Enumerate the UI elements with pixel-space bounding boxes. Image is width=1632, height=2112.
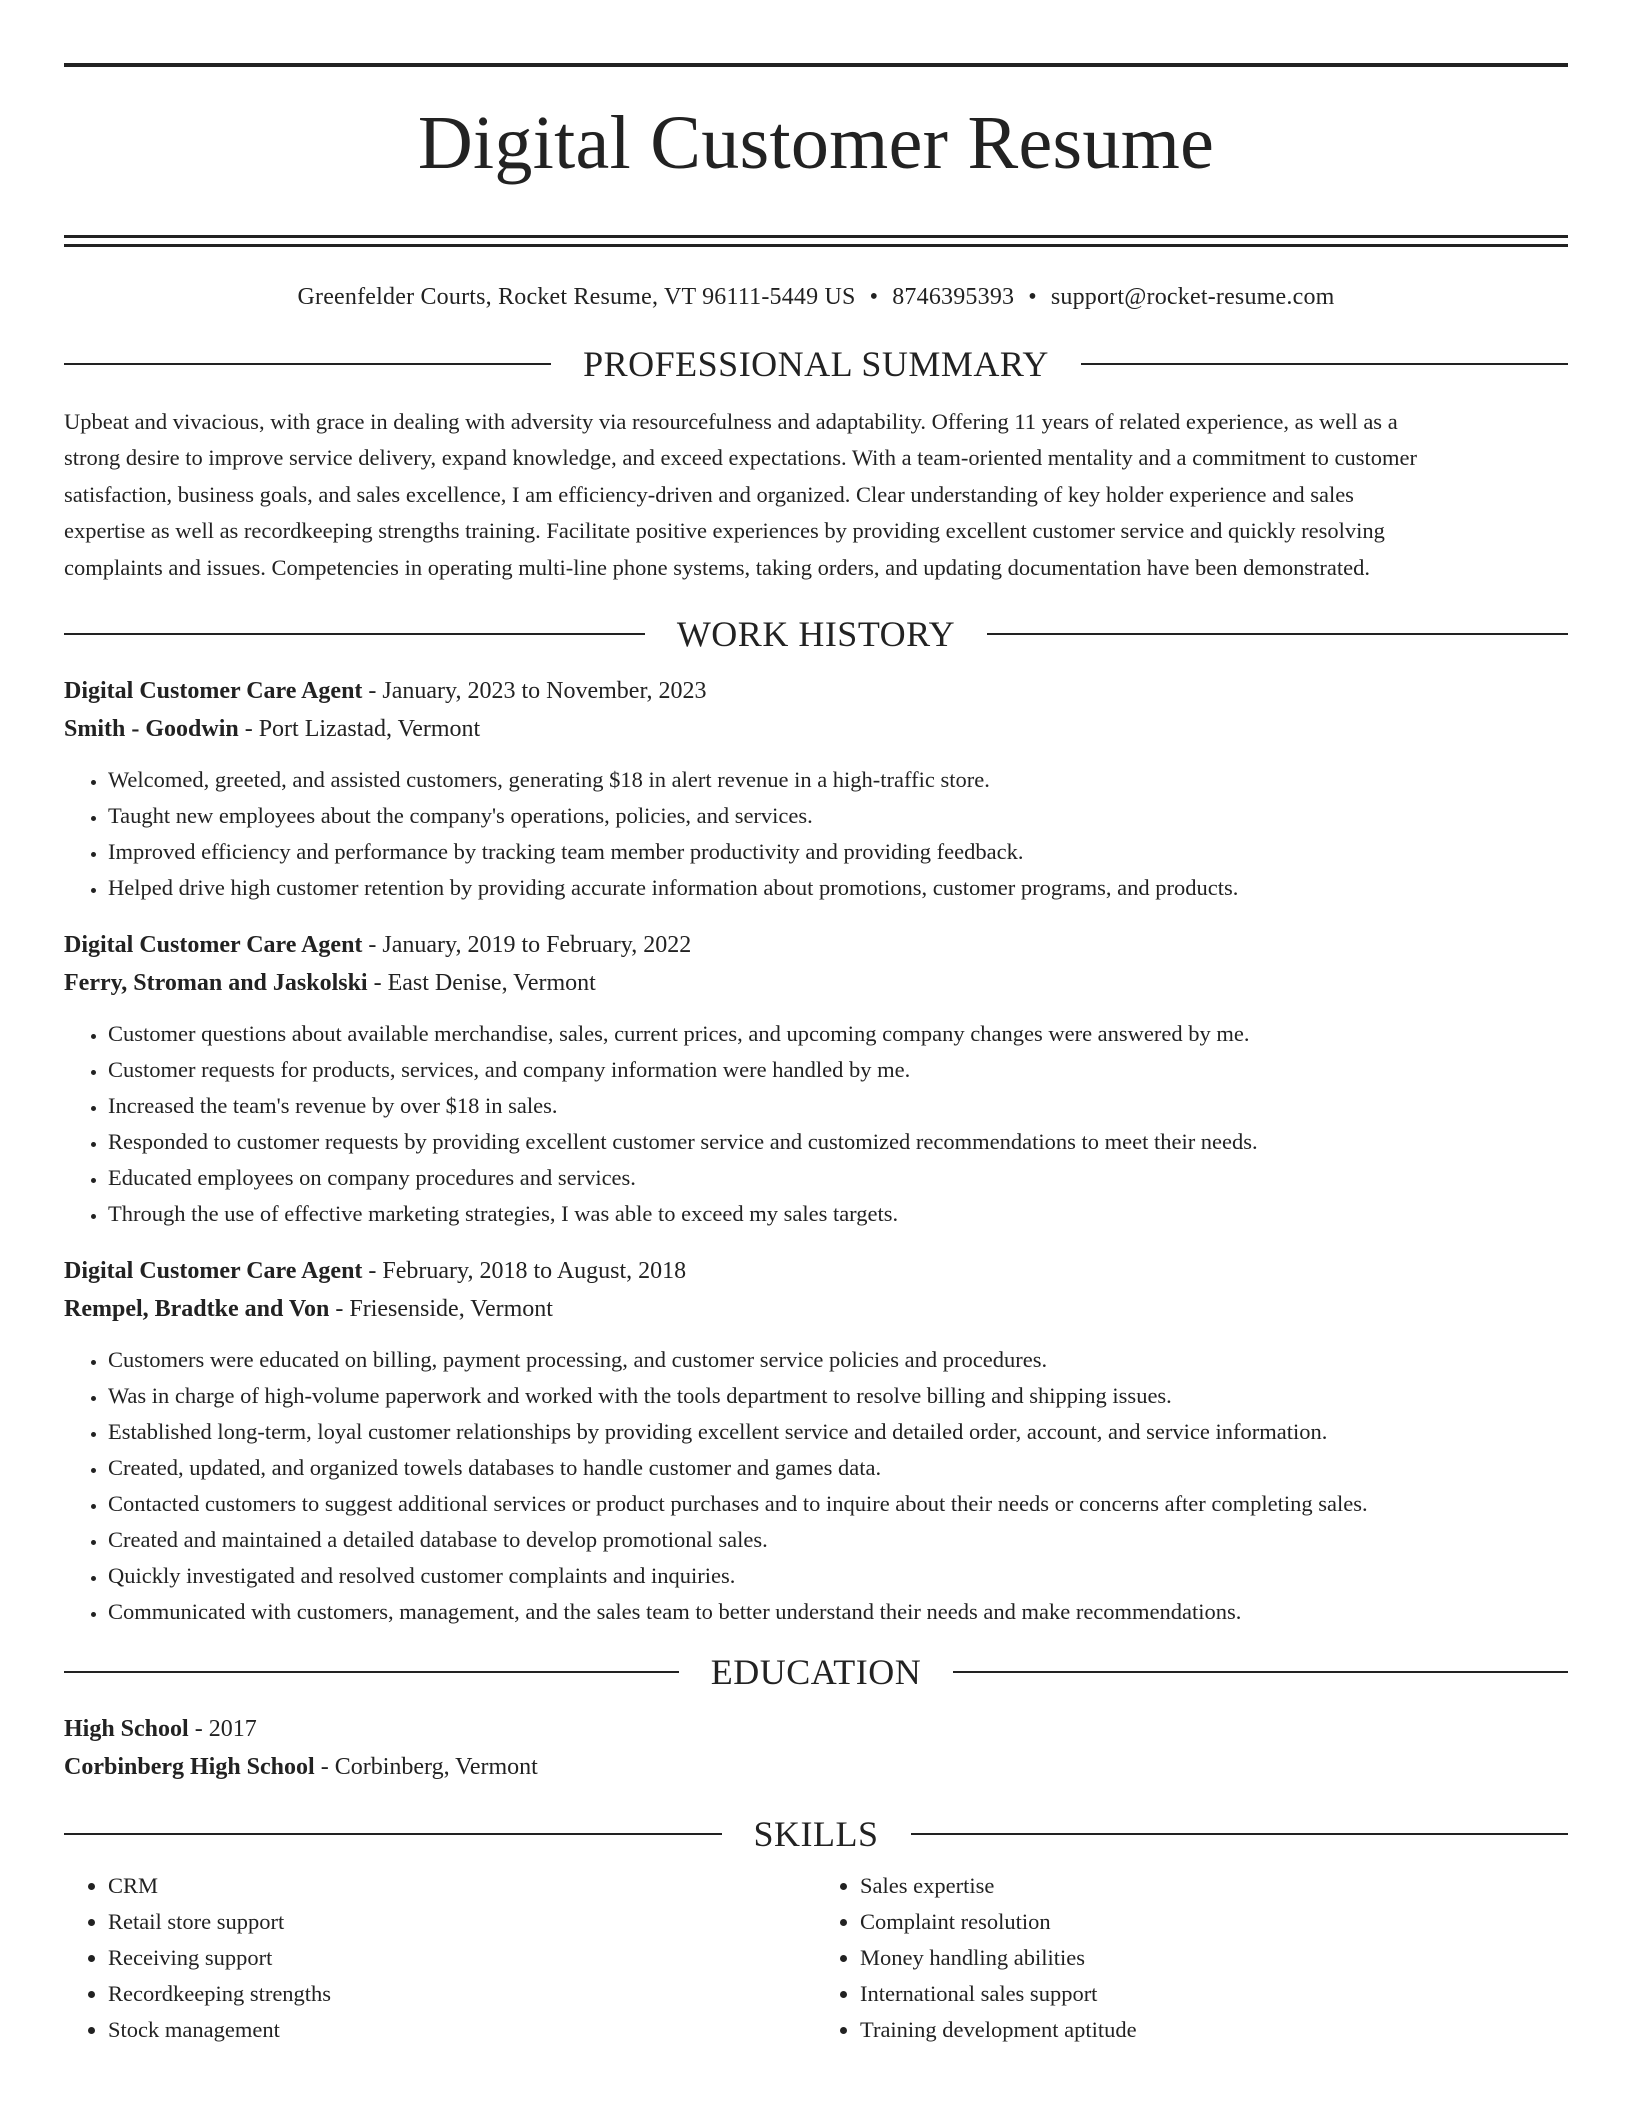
job-location: Friesenside, Vermont: [349, 1296, 553, 1323]
job-bullet: • Welcomed, greeted, and assisted customers, generating $18 in alert revenue in a high-traffic store.: [108, 762, 1568, 798]
job-bullet: • Customer questions about available merchandise, sales, current prices, and upcoming company changes were answered by me.: [108, 1016, 1568, 1052]
section-title: EDUCATION: [710, 1652, 922, 1693]
double-rule: [64, 235, 1568, 247]
contact-separator: •: [869, 284, 879, 310]
job-bullet: • Responded to customer requests by providing excellent customer service and customized recommendations to meet their needs.: [108, 1124, 1568, 1160]
contact-line: [64, 283, 1568, 312]
dash: -: [238, 716, 259, 743]
job-title-line: [64, 1252, 1568, 1290]
summary-line: strong desire to improve service delivery, expand knowledge, and exceed expectations. With a team-oriented mentality and a commitment to customer: [64, 445, 1418, 471]
education-degree-line: [64, 1710, 1568, 1748]
section-title: PROFESSIONAL SUMMARY: [583, 343, 1049, 384]
dash: -: [362, 678, 383, 705]
skills-column: [816, 1868, 1568, 2048]
education-entry: [64, 1710, 1568, 1786]
skill-item: • Recordkeeping strengths: [108, 1976, 816, 2012]
job-company: Rempel, Bradtke and Von: [64, 1296, 330, 1323]
skill-item: • Stock management: [108, 2012, 816, 2048]
job-bullet: • Educated employees on company procedures and services.: [108, 1160, 1568, 1196]
job-dates: January, 2019 to February, 2022: [382, 932, 692, 959]
job-title: Digital Customer Care Agent: [64, 932, 363, 959]
section-rule: [64, 633, 645, 635]
job-bullet: • Was in charge of high-volume paperwork and worked with the tools department to resolve billing and shipping issues.: [108, 1378, 1568, 1414]
dash: -: [367, 970, 388, 997]
job-title-line: [64, 926, 1568, 964]
skills-column: [64, 1868, 816, 2048]
dash: -: [188, 1716, 209, 1743]
education-year: 2017: [208, 1716, 257, 1743]
summary-line: complaints and issues. Competencies in operating multi-line phone systems, taking orders, and updating documentation have been demonstrated.: [64, 554, 1370, 580]
job-bullets: [64, 762, 1568, 906]
summary-line: expertise as well as recordkeeping strengths training. Facilitate positive experiences by providing excellent customer service and quickly resolving: [64, 518, 1385, 544]
contact-phone: 8746395393: [892, 284, 1015, 310]
contact-email: support@rocket-resume.com: [1050, 284, 1335, 310]
job-company-line: [64, 710, 1568, 748]
job-company: Ferry, Stroman and Jaskolski: [64, 970, 368, 997]
resume-title: Digital Customer Resume: [417, 101, 1215, 185]
skill-item: • Receiving support: [108, 1940, 816, 1976]
job-company: Smith - Goodwin: [64, 716, 239, 743]
job-bullet: • Contacted customers to suggest additional services or product purchases and to inquire about their needs or concerns after completing sales.: [108, 1486, 1568, 1522]
summary-line: Upbeat and vivacious, with grace in dealing with adversity via resourcefulness and adaptability. Offering 11 years of related experience, as well as a: [64, 408, 1398, 434]
job-bullet: • Created, updated, and organized towels databases to handle customer and games data.: [108, 1450, 1568, 1486]
job-entry: [64, 1252, 1568, 1630]
section-header-education: [64, 1652, 1568, 1692]
job-bullet: • Established long-term, loyal customer relationships by providing excellent service and detailed order, account, and service information.: [108, 1414, 1568, 1450]
skill-item: • Complaint resolution: [860, 1904, 1568, 1940]
section-title: WORK HISTORY: [676, 614, 956, 655]
summary-paragraph: [64, 404, 1568, 587]
section-rule: [987, 633, 1568, 635]
job-bullet: • Customer requests for products, services, and company information were handled by me.: [108, 1052, 1568, 1088]
summary-line: satisfaction, business goals, and sales excellence, I am efficiency-driven and organized. Clear understanding of key holder experience and sales: [64, 481, 1354, 507]
section-header-work: [64, 614, 1568, 654]
job-bullet: • Increased the team's revenue by over $18 in sales.: [108, 1088, 1568, 1124]
top-rule: [64, 63, 1568, 67]
section-rule: [1081, 363, 1568, 365]
job-location: East Denise, Vermont: [387, 970, 596, 997]
section-header-skills: [64, 1814, 1568, 1854]
job-bullet: • Improved efficiency and performance by tracking team member productivity and providing feedback.: [108, 834, 1568, 870]
job-bullet: • Created and maintained a detailed database to develop promotional sales.: [108, 1522, 1568, 1558]
section-rule: [953, 1671, 1568, 1673]
skill-item: • Training development aptitude: [860, 2012, 1568, 2048]
skills-list: [64, 1868, 1568, 2048]
section-rule: [64, 1671, 679, 1673]
job-bullets: [64, 1016, 1568, 1232]
job-bullet: • Through the use of effective marketing strategies, I was able to exceed my sales targets.: [108, 1196, 1568, 1232]
skill-item: • International sales support: [860, 1976, 1568, 2012]
skill-item: • Sales expertise: [860, 1868, 1568, 1904]
job-company-line: [64, 1290, 1568, 1328]
job-company-line: [64, 964, 1568, 1002]
education-location: Corbinberg, Vermont: [334, 1754, 538, 1781]
dash: -: [362, 1258, 383, 1285]
job-dates: February, 2018 to August, 2018: [382, 1258, 687, 1285]
education-degree: High School: [64, 1716, 189, 1743]
job-dates: January, 2023 to November, 2023: [382, 678, 707, 705]
dash: -: [314, 1754, 335, 1781]
education-school: Corbinberg High School: [64, 1754, 315, 1781]
job-entry: [64, 672, 1568, 906]
contact-separator: •: [1028, 284, 1037, 310]
skill-item: • Money handling abilities: [860, 1940, 1568, 1976]
job-bullet: • Quickly investigated and resolved customer complaints and inquiries.: [108, 1558, 1568, 1594]
job-bullet: • Customers were educated on billing, payment processing, and customer service policies and procedures.: [108, 1342, 1568, 1378]
section-title: SKILLS: [753, 1814, 879, 1855]
job-entry: [64, 926, 1568, 1232]
contact-address: Greenfelder Courts, Rocket Resume, VT 96111-5449 US: [297, 284, 856, 310]
section-rule: [64, 363, 551, 365]
section-rule: [911, 1833, 1569, 1835]
section-header-summary: [64, 344, 1568, 384]
job-title: Digital Customer Care Agent: [64, 678, 363, 705]
job-location: Port Lizastad, Vermont: [258, 716, 481, 743]
dash: -: [362, 932, 383, 959]
education-school-line: [64, 1748, 1568, 1786]
skill-item: • Retail store support: [108, 1904, 816, 1940]
skill-item: • CRM: [108, 1868, 816, 1904]
job-title-line: [64, 672, 1568, 710]
job-bullet: • Taught new employees about the company's operations, policies, and services.: [108, 798, 1568, 834]
job-title: Digital Customer Care Agent: [64, 1258, 363, 1285]
job-bullet: • Communicated with customers, management, and the sales team to better understand their needs and make recommendations.: [108, 1594, 1568, 1630]
section-rule: [64, 1833, 722, 1835]
job-bullets: [64, 1342, 1568, 1630]
job-bullet: • Helped drive high customer retention by providing accurate information about promotions, customer programs, and products.: [108, 870, 1568, 906]
dash: -: [329, 1296, 350, 1323]
